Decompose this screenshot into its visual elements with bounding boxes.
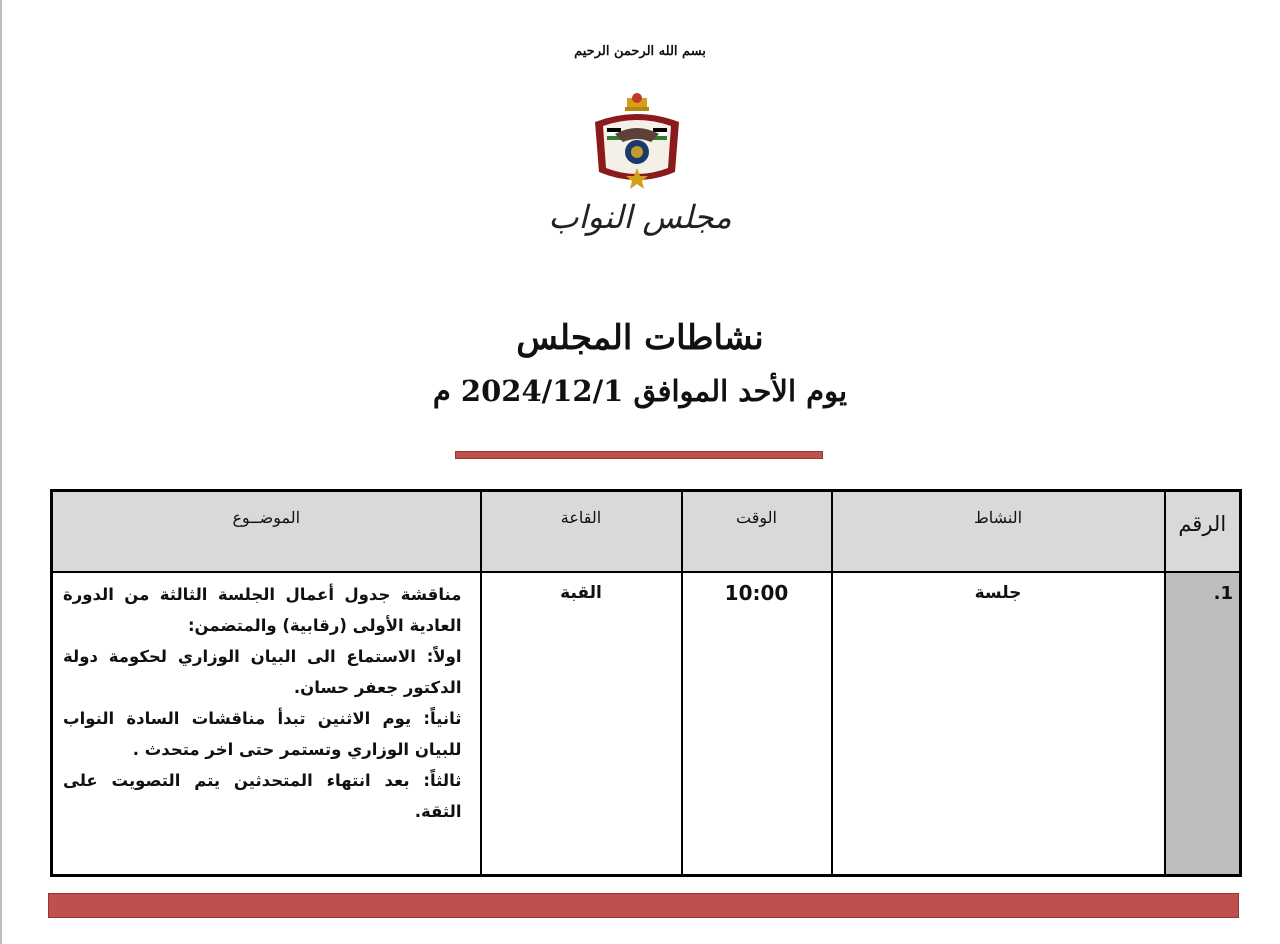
parliament-logo-text: مجلس النواب bbox=[548, 198, 732, 236]
page-left-edge bbox=[0, 0, 2, 944]
coat-of-arms-emblem bbox=[585, 92, 689, 196]
header-number: الرقم bbox=[1165, 491, 1241, 573]
top-divider bbox=[455, 451, 823, 459]
page-title: نشاطات المجلس bbox=[516, 318, 764, 358]
cell-hall: القبة bbox=[481, 572, 682, 876]
header-hall: القاعة bbox=[481, 491, 682, 573]
subject-line: ثانياً: يوم الاثنين تبدأ مناقشات السادة النواب للبيان الوزاري وتستمر حتى اخر متحدث . bbox=[63, 709, 462, 759]
table-row bbox=[52, 572, 1241, 876]
subject-line: اولاً: الاستماع الى البيان الوزاري لحكومة دولة الدكتور جعفر حسان. bbox=[63, 647, 462, 697]
cell-time: 10:00 bbox=[682, 572, 832, 876]
table-header-row bbox=[52, 491, 1241, 573]
header-activity: النشاط bbox=[832, 491, 1165, 573]
activities-table bbox=[50, 489, 1242, 877]
basmala: بسم الله الرحمن الرحيم bbox=[574, 44, 706, 59]
subject-line: ثالثاً: بعد انتهاء المتحدثين يتم التصويت على الثقة. bbox=[63, 771, 462, 821]
cell-subject bbox=[52, 572, 481, 876]
bottom-divider bbox=[48, 893, 1239, 918]
page-subtitle-date: يوم الأحد الموافق 2024/12/1 م bbox=[432, 374, 848, 408]
cell-number: 1. bbox=[1165, 572, 1241, 876]
cell-activity: جلسة bbox=[832, 572, 1165, 876]
subject-line: مناقشة جدول أعمال الجلسة الثالثة من الدورة العادية الأولى (رقابية) والمتضمن: bbox=[63, 585, 462, 635]
header-time: الوقت bbox=[682, 491, 832, 573]
header-subject: الموضــوع bbox=[52, 491, 481, 573]
